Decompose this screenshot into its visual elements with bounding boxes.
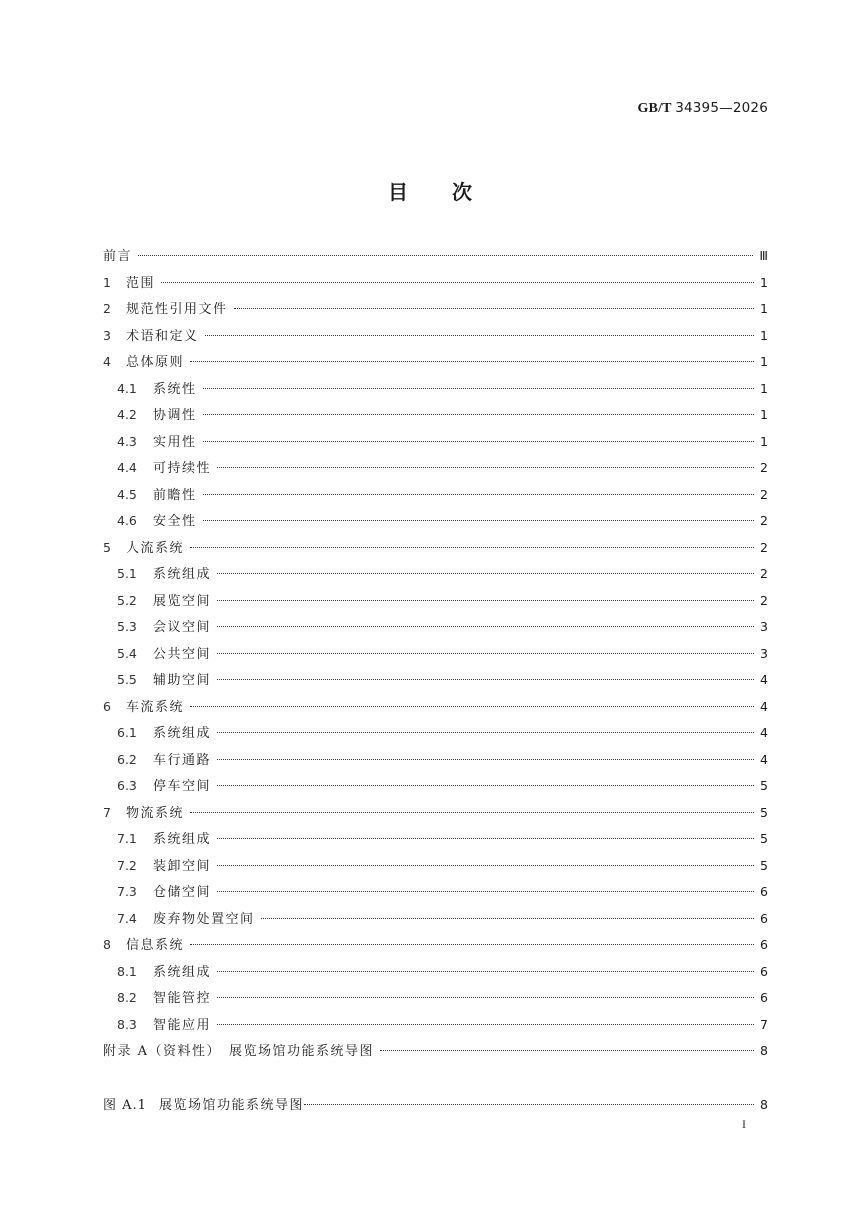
dot-leader [161,282,754,283]
toc-entry-page-number: 6 [760,910,768,926]
toc-entry-number: 5 [103,539,111,555]
toc-entry-title: 系统组成 [153,726,212,741]
toc-entry-number: 8.1 [117,963,137,979]
toc-entry-number: 6 [103,698,111,714]
toc-entry[interactable] [103,1038,768,1065]
toc-entry-page-number: 2 [760,592,768,608]
dot-leader [203,520,754,521]
dot-leader [190,706,754,707]
toc-entry[interactable] [103,667,768,694]
dot-leader [138,255,753,256]
toc-entry-number: 4.2 [117,407,137,422]
toc-entry[interactable] [103,1012,768,1039]
toc-entry[interactable] [103,959,768,986]
toc-entry[interactable] [103,879,768,906]
toc-entry-page-number: 1 [760,380,768,396]
toc-entry-number: 4.4 [117,460,137,475]
table-of-contents [103,243,768,1065]
toc-entry-page-number: 6 [760,884,768,899]
toc-entry-number: 4.5 [117,486,137,502]
toc-entry-title: 智能管控 [153,991,212,1006]
toc-entry-title: 可持续性 [153,461,212,476]
dot-leader [217,785,754,786]
toc-entry-page-number: 1 [760,301,768,316]
dot-leader [234,308,754,309]
toc-entry-page-number: 4 [760,751,768,767]
dot-leader [217,838,754,839]
toc-entry[interactable] [103,561,768,588]
toc-entry-number: 2 [103,301,111,316]
toc-entry-number: 7.4 [117,910,137,926]
toc-entry[interactable] [103,906,768,933]
toc-entry[interactable] [103,800,768,827]
dot-leader [217,1024,754,1025]
toc-entry[interactable] [103,270,768,297]
figure-title: 展览场馆功能系统导图 [158,1098,304,1113]
dot-leader [217,679,754,680]
toc-entry[interactable] [103,614,768,641]
toc-entry-number: 6.1 [117,725,137,740]
toc-entry-number: 8.3 [117,1016,137,1032]
toc-entry-page-number: 5 [760,857,768,873]
toc-entry-number: 5.5 [117,672,137,687]
toc-entry-page-number: 3 [760,645,768,661]
toc-entry-page-number: 2 [760,460,768,475]
toc-entry-page-number: 7 [760,1016,768,1032]
toc-entry-page-number: 6 [760,963,768,979]
toc-entry[interactable] [103,641,768,668]
toc-entry[interactable] [103,826,768,853]
toc-entry-page-number: 2 [760,513,768,528]
toc-entry[interactable] [103,747,768,774]
toc-entry-title: 总体原则 [126,355,185,370]
toc-entry-number: 7.2 [117,857,137,873]
figure-page-number: 8 [760,1097,768,1112]
toc-entry-page-number: 1 [760,407,768,422]
dot-leader [217,997,754,998]
toc-entry-title: 辅助空间 [153,673,212,688]
toc-entry-number: 5.3 [117,619,137,634]
toc-entry-number: 4.1 [117,380,137,396]
toc-entry-title: 系统组成 [153,964,212,980]
toc-entry-title: 停车空间 [153,779,212,794]
toc-entry-number: 6.2 [117,751,137,767]
toc-entry-page-number: 4 [760,725,768,740]
toc-entry-page-number: 5 [760,804,768,820]
dot-leader [217,865,754,866]
toc-entry-page-number: 5 [760,778,768,793]
toc-entry-title: 废弃物处置空间 [153,911,255,927]
toc-entry[interactable] [103,535,768,562]
toc-entry-page-number: 8 [760,1043,768,1058]
toc-entry-number: 8.2 [117,990,137,1005]
toc-entry-number: 6.3 [117,778,137,793]
toc-entry-page-number: 6 [760,937,768,952]
figure-list-entry[interactable] [103,1092,768,1119]
toc-entry[interactable] [103,694,768,721]
dot-leader [203,441,754,442]
dot-leader [217,573,754,574]
toc-entry-title: 车行通路 [153,752,212,768]
toc-entry-title: 装卸空间 [153,858,212,874]
toc-entry-title: 会议空间 [153,620,212,635]
toc-entry-page-number: 2 [760,539,768,555]
toc-entry-title: 前言 [103,249,133,264]
toc-entry-title: 智能应用 [153,1017,212,1033]
toc-entry-title: 术语和定义 [126,328,199,344]
dot-leader [217,626,754,627]
toc-entry[interactable] [103,429,768,456]
toc-entry[interactable] [103,296,768,323]
dot-leader [261,918,754,919]
toc-entry[interactable] [103,323,768,350]
toc-entry[interactable] [103,853,768,880]
toc-entry-page-number: 1 [760,354,768,369]
toc-entry-title: 人流系统 [126,540,185,556]
toc-entry-number: 1 [103,274,111,290]
toc-entry-number: 7.1 [117,831,137,846]
toc-entry-page-number: 1 [760,327,768,343]
dot-leader [203,388,754,389]
dot-leader [217,732,754,733]
toc-entry[interactable] [103,455,768,482]
dot-leader [217,600,754,601]
toc-entry-page-number: 1 [760,274,768,290]
dot-leader [205,335,754,336]
toc-entry[interactable] [103,243,768,270]
toc-entry-title: 协调性 [153,408,197,423]
toc-entry[interactable] [103,349,768,376]
toc-entry-title: 展览空间 [153,593,212,609]
toc-entry[interactable] [103,482,768,509]
toc-entry-number: 5.1 [117,566,137,581]
toc-entry-number: 4.6 [117,513,137,528]
dot-leader [380,1050,754,1051]
toc-entry-title: 物流系统 [126,805,185,821]
toc-entry-title: 范围 [126,275,156,291]
toc-entry-title: 公共空间 [153,646,212,662]
dot-leader [217,891,754,892]
toc-entry-title: 规范性引用文件 [126,302,228,317]
toc-entry-title: 信息系统 [126,938,185,953]
toc-entry-title: 前瞻性 [153,487,197,503]
toc-entry-number: 5.4 [117,645,137,661]
toc-entry-page-number: 4 [760,698,768,714]
toc-entry-title: 系统组成 [153,567,212,582]
toc-entry-number: 4 [103,354,111,369]
dot-leader [304,1104,754,1105]
toc-entry[interactable] [103,588,768,615]
toc-entry-page-number: Ⅲ [759,248,768,263]
dot-leader [217,971,754,972]
toc-entry-number: 7 [103,804,111,820]
dot-leader [190,812,754,813]
toc-entry[interactable] [103,985,768,1012]
toc-entry-number: 3 [103,327,111,343]
toc-entry[interactable] [103,402,768,429]
dot-leader [203,414,754,415]
toc-entry-page-number: 4 [760,672,768,687]
toc-entry-title: 系统组成 [153,832,212,847]
standard-code-prefix: GB/T [637,101,672,116]
dot-leader [217,759,754,760]
toc-entry-page-number: 6 [760,990,768,1005]
standard-code [637,100,768,117]
toc-entry-number: 4.3 [117,433,137,449]
toc-entry-title: 系统性 [153,381,197,397]
toc-entry-title: 车流系统 [126,699,185,715]
dot-leader [190,361,754,362]
dot-leader [190,944,754,945]
toc-entry-title: 实用性 [153,434,197,450]
toc-entry-title: 安全性 [153,514,197,529]
toc-entry-title: 仓储空间 [153,885,212,900]
dot-leader [217,467,754,468]
toc-entry-title: 附录 A（资料性） 展览场馆功能系统导图 [103,1044,375,1059]
toc-entry-page-number: 5 [760,831,768,846]
dot-leader [190,547,754,548]
toc-entry[interactable] [103,720,768,747]
toc-entry-number: 5.2 [117,592,137,608]
toc-entry[interactable] [103,773,768,800]
dot-leader [203,494,754,495]
standard-code-number: 34395—2026 [675,100,768,116]
figure-number: 图 A.1 [103,1098,147,1113]
page-title: 目次 [388,180,516,204]
toc-entry[interactable] [103,376,768,403]
toc-entry-page-number: 1 [760,433,768,449]
dot-leader [217,653,754,654]
toc-entry[interactable] [103,508,768,535]
toc-entry-number: 7.3 [117,884,137,899]
toc-entry[interactable] [103,932,768,959]
toc-entry-page-number: 2 [760,486,768,502]
toc-entry-page-number: 3 [760,619,768,634]
toc-entry-page-number: 2 [760,566,768,581]
toc-entry-number: 8 [103,937,111,952]
page-number-footer: I [742,1117,746,1131]
